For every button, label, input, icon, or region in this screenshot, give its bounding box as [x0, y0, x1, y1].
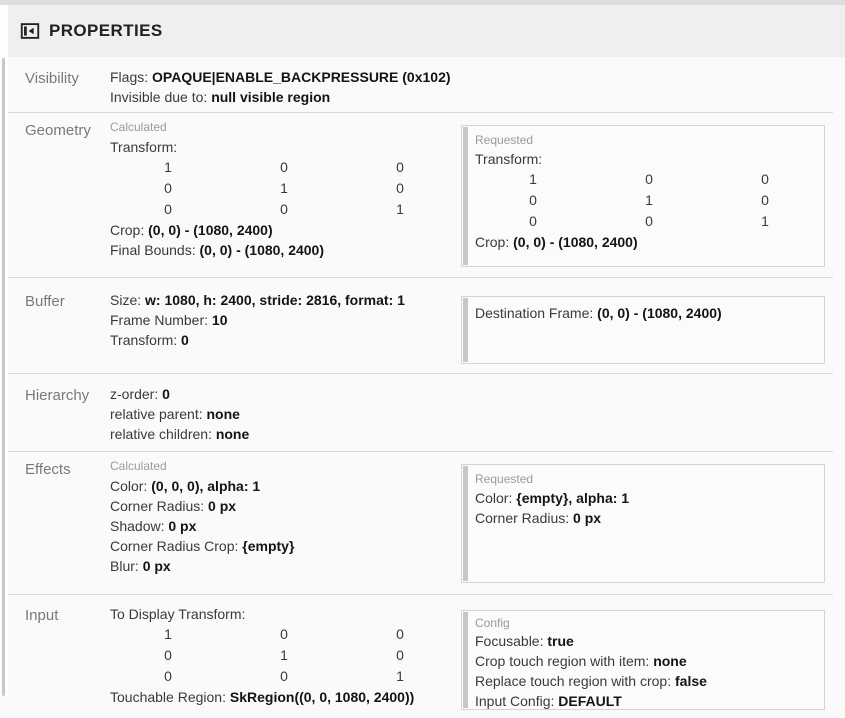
section-hierarchy: [8, 374, 845, 451]
requested-box-geometry: [461, 125, 825, 267]
property-value: none: [653, 653, 687, 669]
box-scrollbar-thumb[interactable]: [463, 298, 468, 362]
section-label-buffer: Buffer: [25, 293, 65, 310]
matrix-cell: 1: [280, 647, 288, 663]
requested-box-effects: [461, 464, 825, 583]
group-tag-requested: Requested: [475, 133, 534, 147]
page-title: PROPERTIES: [49, 21, 163, 40]
property-value: 0 px: [208, 498, 237, 514]
matrix-cell: 0: [645, 171, 653, 187]
matrix-cell: 0: [396, 180, 404, 196]
section-effects: [8, 452, 845, 594]
matrix-cell: 0: [645, 213, 653, 229]
box-scrollbar-thumb[interactable]: [463, 466, 468, 581]
property-row-final-bounds: Final Bounds: (0, 0) - (1080, 2400): [110, 242, 325, 258]
property-row-crop: Crop: (0, 0) - (1080, 2400): [475, 234, 638, 250]
matrix-cell: 1: [164, 626, 172, 642]
property-value: (0, 0, 0), alpha: 1: [151, 478, 261, 494]
section-label-geometry: Geometry: [25, 122, 91, 139]
matrix-cell: 0: [164, 647, 172, 663]
collapse-panel-icon[interactable]: [18, 19, 42, 43]
property-row-invisible-due-to: Invisible due to: null visible region: [110, 89, 331, 105]
transform-label: Transform:: [110, 139, 178, 155]
matrix-cell: 1: [396, 668, 404, 684]
matrix-cell: 0: [761, 171, 769, 187]
property-value: DEFAULT: [558, 693, 622, 709]
property-row-corner-radius-crop: Corner Radius Crop: {empty}: [110, 538, 295, 554]
matrix-cell: 0: [280, 626, 288, 642]
section-geometry: [8, 113, 845, 277]
property-row-input-config: Input Config: DEFAULT: [475, 693, 622, 709]
section-buffer: [8, 278, 845, 373]
property-row-color: Color: (0, 0, 0), alpha: 1: [110, 478, 261, 494]
matrix-cell: 0: [396, 647, 404, 663]
property-value: (0, 0) - (1080, 2400): [597, 305, 722, 321]
property-value: false: [675, 673, 707, 689]
property-row-touchable-region: Touchable Region: SkRegion((0, 0, 1080, 2400)): [110, 689, 415, 705]
matrix-cell: 1: [761, 213, 769, 229]
property-row-transform: Transform: 0: [110, 332, 189, 348]
matrix-cell: 1: [396, 201, 404, 217]
group-tag-calculated: Calculated: [110, 120, 167, 134]
property-value: 0: [181, 332, 189, 348]
box-scrollbar-thumb[interactable]: [463, 127, 468, 265]
matrix-cell: 0: [529, 213, 537, 229]
matrix-cell: 0: [280, 159, 288, 175]
property-value: SkRegion((0, 0, 1080, 2400)): [229, 689, 415, 705]
matrix-cell: 0: [164, 201, 172, 217]
property-row-crop-touch-region: Crop touch region with item: none: [475, 653, 687, 669]
property-value: (0, 0) - (1080, 2400): [199, 242, 325, 258]
left-scrollbar-track[interactable]: [0, 5, 8, 696]
property-value: none: [206, 406, 240, 422]
section-label-visibility: Visibility: [25, 70, 79, 87]
property-row-size: Size: w: 1080, h: 2400, stride: 2816, format: 1: [110, 292, 405, 308]
property-row-shadow: Shadow: 0 px: [110, 518, 197, 534]
property-row-corner-radius: Corner Radius: 0 px: [110, 498, 237, 514]
matrix-cell: 0: [280, 201, 288, 217]
property-value: true: [547, 633, 574, 649]
requested-box-buffer: [461, 296, 825, 364]
properties-header: [8, 5, 845, 57]
matrix-cell: 1: [280, 180, 288, 196]
box-scrollbar-thumb[interactable]: [463, 612, 468, 708]
matrix-cell: 1: [645, 192, 653, 208]
property-value: 0 px: [168, 518, 197, 534]
matrix-cell: 0: [164, 180, 172, 196]
property-value: none: [215, 426, 250, 442]
property-row-relative-children: relative children: none: [110, 426, 250, 442]
property-value: w: 1080, h: 2400, stride: 2816, format: 1: [145, 292, 405, 308]
section-label-input: Input: [25, 607, 59, 624]
matrix-cell: 0: [396, 626, 404, 642]
transform-label: Transform:: [475, 151, 543, 167]
group-tag-calculated: Calculated: [110, 459, 167, 473]
property-value: 0 px: [573, 510, 602, 526]
property-row-color: Color: {empty}, alpha: 1: [475, 490, 630, 506]
property-value: OPAQUE|ENABLE_BACKPRESSURE (0x102): [152, 69, 451, 85]
section-input: [8, 595, 845, 718]
matrix-cell: 0: [164, 668, 172, 684]
transform-matrix: [110, 624, 461, 687]
property-row-blur: Blur: 0 px: [110, 558, 171, 574]
property-row-frame-number: Frame Number: 10: [110, 312, 228, 328]
group-tag-config: Config: [475, 616, 510, 630]
transform-label: To Display Transform:: [110, 606, 246, 622]
property-row-z-order: z-order: 0: [110, 386, 170, 402]
properties-card: [8, 5, 845, 709]
matrix-cell: 0: [529, 192, 537, 208]
property-value: null visible region: [211, 89, 331, 105]
property-value: 0: [162, 386, 170, 402]
section-label-hierarchy: Hierarchy: [25, 387, 90, 404]
group-tag-requested: Requested: [475, 472, 534, 486]
matrix-cell: 0: [396, 159, 404, 175]
matrix-cell: 1: [529, 171, 537, 187]
property-row-relative-parent: relative parent: none: [110, 406, 240, 422]
property-row-corner-radius: Corner Radius: 0 px: [475, 510, 602, 526]
matrix-cell: 1: [164, 159, 172, 175]
section-label-effects: Effects: [25, 461, 71, 478]
property-value: {empty}, alpha: 1: [516, 490, 630, 506]
property-row-destination-frame: Destination Frame: (0, 0) - (1080, 2400): [475, 305, 722, 321]
property-value: {empty}: [242, 538, 295, 554]
vertical-scrollbar-thumb[interactable]: [2, 58, 5, 696]
property-value: (0, 0) - (1080, 2400): [148, 222, 273, 238]
property-row-flags: Flags: OPAQUE|ENABLE_BACKPRESSURE (0x102): [110, 69, 451, 85]
property-value: 0 px: [142, 558, 171, 574]
section-visibility: [8, 57, 845, 112]
config-box-input: [461, 610, 825, 710]
property-value: (0, 0) - (1080, 2400): [513, 234, 638, 250]
matrix-cell: 0: [280, 668, 288, 684]
property-value: 10: [211, 312, 228, 328]
transform-matrix: [475, 169, 816, 232]
property-row-focusable: Focusable: true: [475, 633, 574, 649]
property-row-crop: Crop: (0, 0) - (1080, 2400): [110, 222, 273, 238]
transform-matrix: [110, 157, 461, 220]
matrix-cell: 0: [761, 192, 769, 208]
property-row-replace-touch-region: Replace touch region with crop: false: [475, 673, 707, 689]
